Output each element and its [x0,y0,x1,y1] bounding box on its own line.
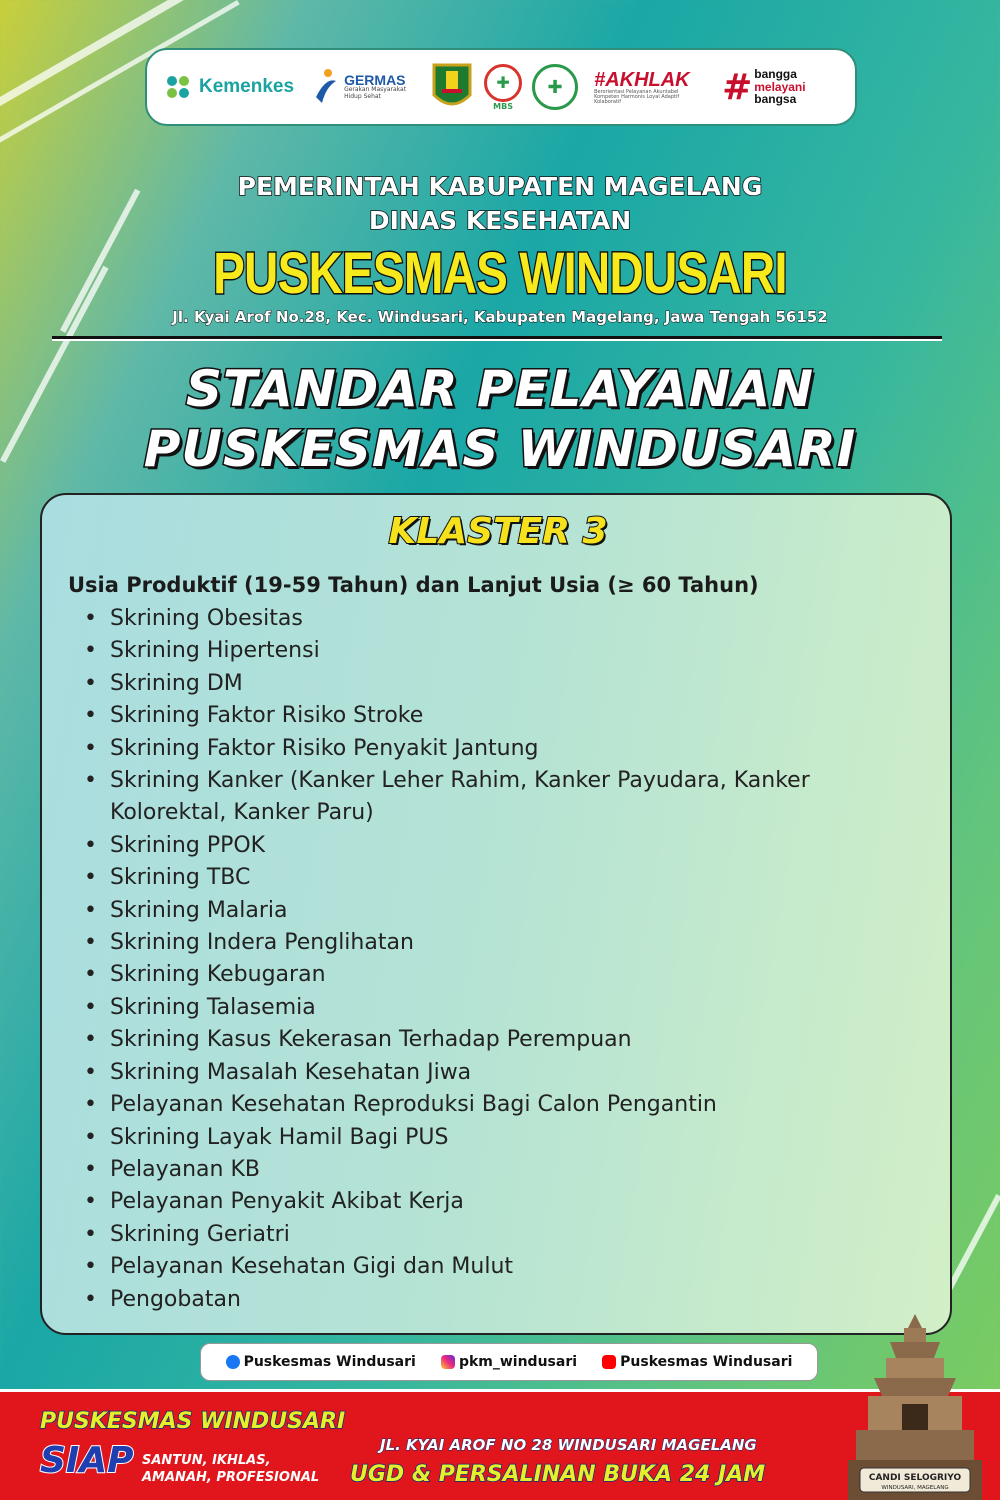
list-item-label: Skrining Talasemia [110,994,316,1020]
magelang-seal-icon [430,61,474,113]
bullet-icon: • [84,1286,97,1312]
germas-sub: Gerakan Masyarakat Hidup Sehat [344,86,407,100]
bullet-icon: • [84,703,97,729]
kemenkes-icon [163,72,193,102]
list-item [84,1122,930,1154]
list-item-label: Skrining Malaria [110,897,288,923]
temple-label: CANDI SELOGRIYO [868,1473,962,1483]
germas-icon [312,67,338,107]
list-item [84,635,930,667]
bullet-icon: • [84,1189,97,1215]
bullet-icon: • [84,1092,97,1118]
bullet-icon: • [84,1059,97,1085]
list-item [84,1154,930,1186]
social-bar [200,1343,818,1381]
akhlak-sub: Berorientasi Pelayanan Akuntabel Kompeten Harmonis Loyal Adaptif Kolaboratif [594,88,680,105]
page-title: PUSKESMAS WINDUSARI [213,241,787,306]
footer-ugd: UGD & PERSALINAN BUKA 24 JAM [350,1462,766,1487]
bullet-icon: • [84,832,97,858]
bullet-icon: • [84,1124,97,1150]
instagram-link[interactable] [441,1354,577,1370]
list-item-label: Skrining Kebugaran [110,962,326,988]
standard-title-line-2: PUSKESMAS WINDUSARI [143,420,857,478]
footer-motto-line: AMANAH, PROFESIONAL [142,1470,320,1485]
bullet-icon: • [84,865,97,891]
list-item-label: Skrining Kasus Kekerasan Terhadap Perempuan [110,1027,632,1053]
list-item-label: Pengobatan [110,1286,241,1312]
bullet-icon: • [84,606,97,631]
list-item [84,1057,930,1089]
service-card [40,493,952,1335]
akhlak-label: AKHLAK [605,68,690,91]
group-title: Usia Produktif (19-59 Tahun) dan Lanjut Usia (≥ 60 Tahun) [68,573,759,597]
germas-logo [312,67,414,107]
bangga-hash: # [722,66,753,108]
list-item [84,959,930,991]
footer-motto [142,1452,342,1486]
bullet-icon: • [84,1221,97,1247]
footer-name: PUSKESMAS WINDUSARI [40,1409,346,1434]
gov-line-1: PEMERINTAH KABUPATEN MAGELANG [237,172,763,201]
list-item [84,765,930,830]
mbs-logo [484,64,522,111]
youtube-link[interactable] [602,1354,792,1370]
service-list [84,603,930,1316]
facebook-icon [226,1355,240,1369]
list-item [84,862,930,894]
list-item-label: Skrining Indera Penglihatan [110,930,414,956]
instagram-label: pkm_windusari [458,1354,578,1370]
list-item [84,895,930,927]
bullet-icon: • [84,962,97,988]
list-item [84,1089,930,1121]
list-item [84,668,930,700]
youtube-label: Puskesmas Windusari [620,1354,793,1370]
list-item-label: Skrining Geriatri [110,1221,290,1247]
list-item-label: Skrining Faktor Risiko Penyakit Jantung [110,735,539,761]
klaster-title: KLASTER 3 [388,511,608,552]
bullet-icon: • [84,930,97,956]
list-item-label: Skrining Hipertensi [110,638,320,664]
list-item [84,830,930,862]
list-item-label: Skrining Obesitas [110,606,303,631]
bullet-icon: • [84,735,97,761]
list-item-label: Skrining TBC [110,865,251,891]
list-item [84,603,930,635]
list-item-label: Pelayanan Kesehatan Gigi dan Mulut [110,1254,514,1280]
mbs-label: MBS [493,101,513,111]
youtube-icon [602,1355,616,1369]
gov-line-2: DINAS KESEHATAN [368,206,632,235]
list-item [84,1186,930,1218]
list-item-label: Pelayanan Kesehatan Reproduksi Bagi Calon Pengantin [110,1092,717,1118]
temple-icon [840,1308,990,1500]
mbs-emblem-icon: ✚ [484,64,522,102]
facebook-label: Puskesmas Windusari [243,1354,416,1370]
kemenkes-logo [163,72,294,102]
list-item-label: Skrining Layak Hamil Bagi PUS [110,1124,449,1150]
bullet-icon: • [84,1027,97,1053]
bangga-line: bangsa [754,92,797,107]
list-item-label: Skrining Faktor Risiko Stroke [110,703,424,729]
bullet-icon: • [84,670,97,696]
list-item-label: Skrining PPOK [110,832,266,858]
akhlak-logo [594,70,704,105]
bullet-icon: • [84,994,97,1020]
list-item [84,700,930,732]
list-item-label: Skrining DM [110,670,243,696]
list-item [84,1024,930,1056]
bullet-icon: • [84,1156,97,1182]
list-item [84,1251,930,1283]
list-item [84,1284,930,1316]
temple-sub: WINDUSARI, MAGELANG [881,1485,949,1491]
bangga-line: melayani [754,79,806,94]
standard-title-line-1: STANDAR PELAYANAN [185,360,814,418]
kemenkes-label: Kemenkes [199,76,295,97]
bullet-icon: • [84,638,97,664]
header-divider [52,336,942,341]
akhlak-hash: # [594,68,606,91]
bullet-icon: • [84,897,97,923]
bullet-icon: • [84,768,97,794]
header-address: Jl. Kyai Arof No.28, Kec. Windusari, Kabupaten Magelang, Jawa Tengah 56152 [172,308,828,326]
bangga-line: bangga [754,67,797,82]
list-item [84,927,930,959]
list-item [84,733,930,765]
list-item-label: Pelayanan Penyakit Akibat Kerja [110,1189,464,1215]
list-item [84,1219,930,1251]
germas-label: GERMAS [344,72,406,89]
bullet-icon: • [84,1254,97,1280]
health-office-emblem-icon: ✚ [532,64,578,110]
list-item-label: Pelayanan KB [110,1156,260,1182]
list-item-label: Skrining Masalah Kesehatan Jiwa [110,1059,472,1085]
instagram-icon [441,1355,455,1369]
facebook-link[interactable] [226,1354,416,1370]
list-item [84,992,930,1024]
footer-motto-line: SANTUN, IKHLAS, [142,1453,271,1468]
list-item-label: Skrining Kanker (Kanker Leher Rahim, Kanker Payudara, Kanker Kolorektal, Kanker Paru) [110,768,810,826]
logo-bar [145,48,857,126]
bangga-melayani-logo [722,67,806,108]
footer-address: JL. KYAI AROF NO 28 WINDUSARI MAGELANG [380,1436,757,1454]
footer-siap: SIAP [40,1440,134,1481]
